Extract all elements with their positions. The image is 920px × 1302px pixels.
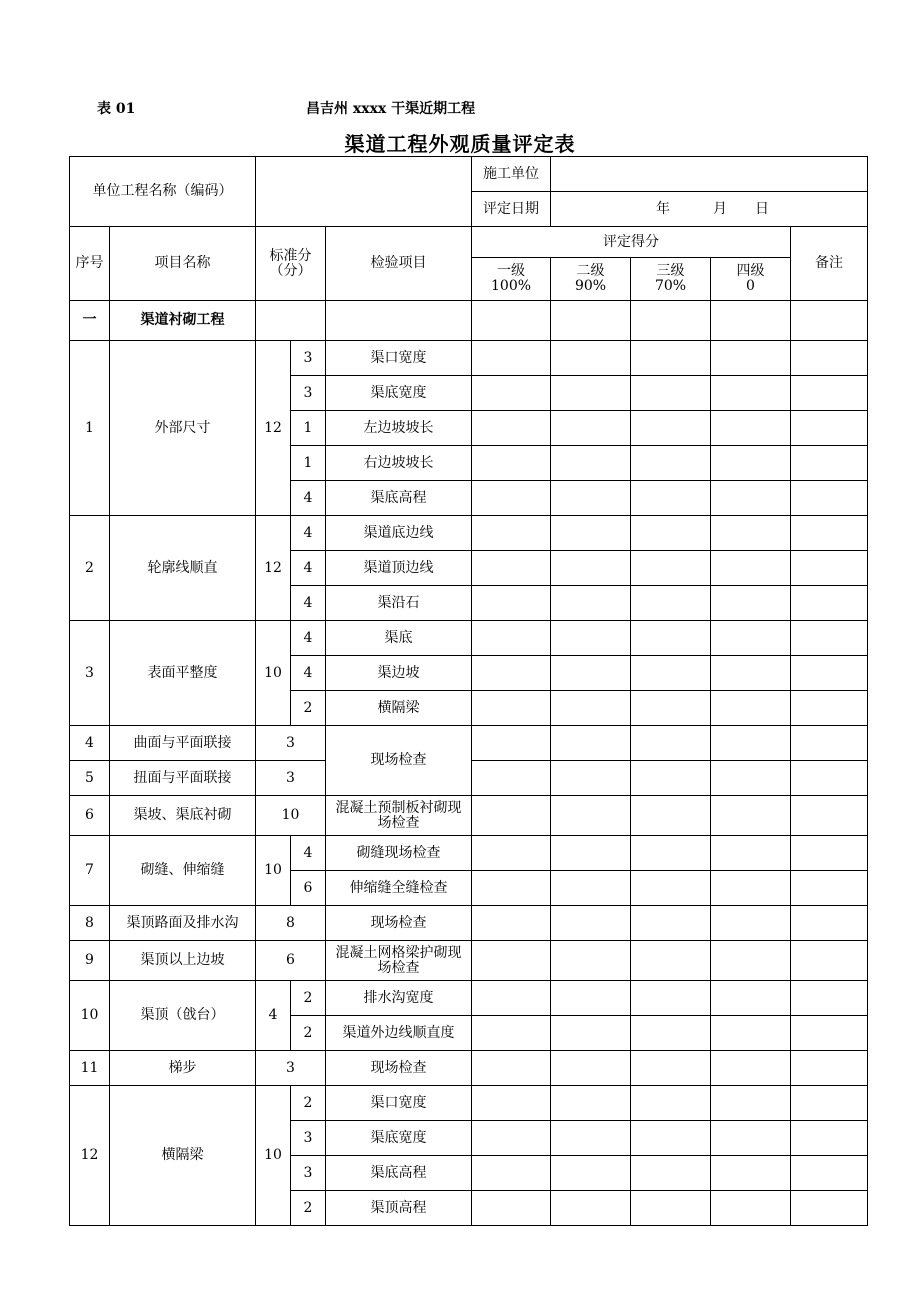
score-cell[interactable]	[472, 796, 551, 836]
score-cell[interactable]	[711, 551, 791, 586]
score-cell[interactable]	[791, 1121, 868, 1156]
sub-score: 2	[291, 691, 326, 726]
score-cell[interactable]	[551, 981, 631, 1016]
inspection-item: 渠底高程	[326, 1156, 472, 1191]
inspection-item: 渠顶高程	[326, 1191, 472, 1226]
score-cell[interactable]	[631, 1191, 711, 1226]
score-cell[interactable]	[631, 301, 711, 341]
col-grade-3: 三级 70%	[631, 258, 711, 301]
table-row	[70, 341, 868, 376]
score-cell[interactable]	[551, 586, 631, 621]
score-cell[interactable]	[551, 446, 631, 481]
inspection-item: 现场检查	[326, 1051, 472, 1086]
score-cell[interactable]	[631, 446, 711, 481]
item-score: 10	[256, 1086, 291, 1226]
item-name: 轮廓线顺直	[110, 516, 256, 621]
sub-score: 3	[291, 1121, 326, 1156]
inspection-item: 伸缩缝全缝检查	[326, 871, 472, 906]
item-score: 3	[256, 761, 326, 796]
sub-score: 4	[291, 481, 326, 516]
score-cell[interactable]	[551, 1156, 631, 1191]
sub-score: 2	[291, 1016, 326, 1051]
inspection-item: 混凝土预制板衬砌现场检查	[326, 796, 472, 836]
score-cell[interactable]	[711, 341, 791, 376]
section-name: 渠道衬砌工程	[110, 301, 256, 341]
score-cell[interactable]	[791, 656, 868, 691]
score-cell[interactable]	[472, 446, 551, 481]
score-cell[interactable]	[631, 376, 711, 411]
item-score: 10	[256, 796, 326, 836]
score-cell[interactable]	[791, 1086, 868, 1121]
score-cell[interactable]	[711, 1121, 791, 1156]
score-cell[interactable]	[631, 761, 711, 796]
score-cell[interactable]	[631, 691, 711, 726]
score-cell[interactable]	[711, 411, 791, 446]
score-cell[interactable]	[711, 376, 791, 411]
col-seq: 序号	[70, 227, 110, 301]
table-row	[70, 941, 868, 981]
table-row	[70, 1086, 868, 1121]
page-title: 渠道工程外观质量评定表	[344, 132, 576, 156]
item-seq: 2	[70, 516, 110, 621]
score-cell[interactable]	[472, 376, 551, 411]
score-cell[interactable]	[472, 1086, 551, 1121]
sub-score: 6	[291, 871, 326, 906]
score-cell[interactable]	[791, 906, 868, 941]
score-cell[interactable]	[791, 871, 868, 906]
score-cell[interactable]	[791, 1156, 868, 1191]
score-cell[interactable]	[711, 836, 791, 871]
item-seq: 7	[70, 836, 110, 906]
score-cell[interactable]	[631, 1121, 711, 1156]
item-name: 曲面与平面联接	[110, 726, 256, 761]
item-name: 砌缝、伸缩缝	[110, 836, 256, 906]
inspection-item: 排水沟宽度	[326, 981, 472, 1016]
score-cell[interactable]	[631, 726, 711, 761]
item-score: 12	[256, 516, 291, 621]
inspection-item: 渠底	[326, 621, 472, 656]
score-cell[interactable]	[551, 411, 631, 446]
item-score: 4	[256, 981, 291, 1051]
eval-date-value[interactable]	[551, 192, 868, 227]
score-cell[interactable]	[631, 836, 711, 871]
score-cell[interactable]	[472, 1016, 551, 1051]
sub-score: 4	[291, 551, 326, 586]
score-cell[interactable]	[711, 906, 791, 941]
inspection-item: 渠道顶边线	[326, 551, 472, 586]
score-cell[interactable]	[472, 551, 551, 586]
score-cell[interactable]	[551, 516, 631, 551]
score-cell[interactable]	[551, 656, 631, 691]
col-eval-score: 评定得分	[472, 227, 791, 258]
score-cell[interactable]	[791, 1016, 868, 1051]
score-cell[interactable]	[791, 621, 868, 656]
score-cell[interactable]	[711, 1156, 791, 1191]
score-cell[interactable]	[551, 1051, 631, 1086]
item-name: 渠顶（戗台）	[110, 981, 256, 1051]
sub-score: 1	[291, 446, 326, 481]
eval-date-label: 评定日期	[472, 192, 551, 227]
score-cell[interactable]	[551, 341, 631, 376]
score-cell[interactable]	[472, 726, 551, 761]
score-cell[interactable]	[631, 1016, 711, 1051]
col-inspection: 检验项目	[326, 227, 472, 301]
score-cell[interactable]	[472, 1191, 551, 1226]
item-score: 12	[256, 341, 291, 516]
item-score: 3	[256, 1051, 326, 1086]
table-row	[70, 1051, 868, 1086]
score-cell[interactable]	[711, 1051, 791, 1086]
table-row	[70, 906, 868, 941]
score-cell[interactable]	[631, 586, 711, 621]
score-cell[interactable]	[551, 1086, 631, 1121]
score-cell[interactable]	[791, 516, 868, 551]
score-cell[interactable]	[791, 1051, 868, 1086]
sub-score: 4	[291, 656, 326, 691]
score-cell[interactable]	[711, 981, 791, 1016]
inspection-item: 左边坡坡长	[326, 411, 472, 446]
item-name: 渠坡、渠底衬砌	[110, 796, 256, 836]
score-cell[interactable]	[326, 301, 472, 341]
score-cell[interactable]	[711, 796, 791, 836]
score-cell[interactable]	[631, 1086, 711, 1121]
inspection-item: 渠边坡	[326, 656, 472, 691]
score-cell[interactable]	[551, 1016, 631, 1051]
score-cell[interactable]	[711, 1191, 791, 1226]
construction-unit-value[interactable]	[551, 157, 868, 192]
score-cell[interactable]	[791, 341, 868, 376]
inspection-item: 现场检查	[326, 906, 472, 941]
inspection-item: 右边坡坡长	[326, 446, 472, 481]
score-cell[interactable]	[791, 411, 868, 446]
item-name: 扭面与平面联接	[110, 761, 256, 796]
score-cell[interactable]	[551, 906, 631, 941]
score-cell[interactable]	[631, 341, 711, 376]
score-cell[interactable]	[551, 691, 631, 726]
item-seq: 10	[70, 981, 110, 1051]
score-cell[interactable]	[551, 376, 631, 411]
score-cell[interactable]	[711, 691, 791, 726]
section-row	[70, 301, 868, 341]
score-cell[interactable]	[472, 836, 551, 871]
score-cell[interactable]	[631, 871, 711, 906]
item-name: 梯步	[110, 1051, 256, 1086]
col-grade-1: 一级 100%	[472, 258, 551, 301]
item-seq: 5	[70, 761, 110, 796]
score-cell[interactable]	[791, 761, 868, 796]
score-cell[interactable]	[711, 656, 791, 691]
project-name: 昌吉州 xxxx 干渠近期工程	[306, 101, 476, 117]
inspection-item: 混凝土网格梁护砌现场检查	[326, 941, 472, 981]
inspection-item: 渠口宽度	[326, 1086, 472, 1121]
table-row	[70, 836, 868, 871]
score-cell[interactable]	[472, 906, 551, 941]
score-cell[interactable]	[472, 586, 551, 621]
item-seq: 11	[70, 1051, 110, 1086]
score-cell[interactable]	[711, 941, 791, 981]
table-row	[70, 516, 868, 551]
score-cell[interactable]	[791, 981, 868, 1016]
sub-score: 4	[291, 586, 326, 621]
inspection-item: 砌缝现场检查	[326, 836, 472, 871]
score-cell[interactable]	[711, 586, 791, 621]
sub-score: 4	[291, 516, 326, 551]
score-cell[interactable]	[711, 621, 791, 656]
item-seq: 12	[70, 1086, 110, 1226]
score-cell[interactable]	[551, 481, 631, 516]
score-cell[interactable]	[551, 1191, 631, 1226]
score-cell[interactable]	[551, 551, 631, 586]
score-cell[interactable]	[631, 481, 711, 516]
construction-unit-label: 施工单位	[472, 157, 551, 192]
inspection-item: 渠底宽度	[326, 1121, 472, 1156]
sub-score: 2	[291, 981, 326, 1016]
score-cell[interactable]	[631, 1051, 711, 1086]
unit-name-label: 单位工程名称（编码）	[70, 157, 256, 227]
score-cell[interactable]	[472, 1051, 551, 1086]
item-score: 8	[256, 906, 326, 941]
date-year: 年	[656, 200, 671, 217]
item-score: 6	[256, 941, 326, 981]
score-cell[interactable]	[551, 836, 631, 871]
col-grade-2: 二级 90%	[551, 258, 631, 301]
item-seq: 4	[70, 726, 110, 761]
score-cell[interactable]	[472, 1121, 551, 1156]
score-cell[interactable]	[631, 621, 711, 656]
score-cell[interactable]	[711, 301, 791, 341]
score-cell[interactable]	[551, 761, 631, 796]
item-name: 外部尺寸	[110, 341, 256, 516]
col-item-name: 项目名称	[110, 227, 256, 301]
score-cell[interactable]	[472, 941, 551, 981]
score-cell[interactable]	[631, 551, 711, 586]
item-seq: 6	[70, 796, 110, 836]
inspection-item: 横隔梁	[326, 691, 472, 726]
score-cell[interactable]	[631, 981, 711, 1016]
score-cell[interactable]	[472, 341, 551, 376]
score-cell[interactable]	[711, 726, 791, 761]
section-seq: 一	[70, 301, 110, 341]
score-cell[interactable]	[791, 836, 868, 871]
score-cell[interactable]	[472, 481, 551, 516]
table-row	[70, 796, 868, 836]
table-row	[70, 726, 868, 761]
score-cell[interactable]	[711, 1016, 791, 1051]
item-name: 横隔梁	[110, 1086, 256, 1226]
sub-score: 2	[291, 1086, 326, 1121]
score-cell[interactable]	[256, 301, 326, 341]
score-cell[interactable]	[711, 516, 791, 551]
score-cell[interactable]	[472, 411, 551, 446]
score-cell[interactable]	[631, 1156, 711, 1191]
score-cell[interactable]	[711, 481, 791, 516]
inspection-item: 渠沿石	[326, 586, 472, 621]
date-day: 日	[755, 200, 770, 217]
table-number: 表 01	[97, 101, 136, 117]
score-cell[interactable]	[472, 761, 551, 796]
item-seq: 1	[70, 341, 110, 516]
date-month: 月	[713, 200, 728, 217]
sub-score: 4	[291, 836, 326, 871]
score-cell[interactable]	[472, 981, 551, 1016]
score-cell[interactable]	[791, 586, 868, 621]
score-cell[interactable]	[631, 796, 711, 836]
score-cell[interactable]	[631, 516, 711, 551]
inspection-item: 渠道底边线	[326, 516, 472, 551]
score-cell[interactable]	[791, 551, 868, 586]
quality-evaluation-table	[69, 156, 868, 1226]
score-cell[interactable]	[711, 446, 791, 481]
score-cell[interactable]	[791, 301, 868, 341]
item-score: 10	[256, 621, 291, 726]
score-cell[interactable]	[791, 941, 868, 981]
score-cell[interactable]	[711, 871, 791, 906]
score-cell[interactable]	[631, 941, 711, 981]
item-seq: 3	[70, 621, 110, 726]
unit-name-value[interactable]	[256, 157, 472, 227]
inspection-item: 渠道外边线顺直度	[326, 1016, 472, 1051]
score-cell[interactable]	[631, 906, 711, 941]
sub-score: 4	[291, 621, 326, 656]
score-cell[interactable]	[711, 761, 791, 796]
score-cell[interactable]	[791, 1191, 868, 1226]
score-cell[interactable]	[551, 726, 631, 761]
score-cell[interactable]	[711, 1086, 791, 1121]
inspection-item: 现场检查	[326, 726, 472, 796]
inspection-item: 渠口宽度	[326, 341, 472, 376]
inspection-item: 渠底高程	[326, 481, 472, 516]
score-cell[interactable]	[791, 796, 868, 836]
col-std-score: 标准分（分）	[256, 227, 326, 301]
score-cell[interactable]	[791, 446, 868, 481]
item-name: 渠顶路面及排水沟	[110, 906, 256, 941]
col-grade-4: 四级 0	[711, 258, 791, 301]
score-cell[interactable]	[472, 656, 551, 691]
score-cell[interactable]	[551, 1121, 631, 1156]
inspection-item: 渠底宽度	[326, 376, 472, 411]
item-score: 3	[256, 726, 326, 761]
score-cell[interactable]	[791, 726, 868, 761]
score-cell[interactable]	[631, 656, 711, 691]
score-cell[interactable]	[472, 1156, 551, 1191]
score-cell[interactable]	[472, 621, 551, 656]
score-cell[interactable]	[631, 411, 711, 446]
score-cell[interactable]	[551, 301, 631, 341]
score-cell[interactable]	[551, 871, 631, 906]
sub-score: 3	[291, 341, 326, 376]
item-seq: 8	[70, 906, 110, 941]
score-cell[interactable]	[551, 621, 631, 656]
score-cell[interactable]	[472, 871, 551, 906]
score-cell[interactable]	[551, 941, 631, 981]
sub-score: 2	[291, 1191, 326, 1226]
score-cell[interactable]	[551, 796, 631, 836]
col-remark: 备注	[791, 227, 868, 301]
table-row	[70, 621, 868, 656]
score-cell[interactable]	[791, 691, 868, 726]
sub-score: 3	[291, 376, 326, 411]
item-name: 表面平整度	[110, 621, 256, 726]
item-score: 10	[256, 836, 291, 906]
table-row	[70, 981, 868, 1016]
item-name: 渠顶以上边坡	[110, 941, 256, 981]
sub-score: 1	[291, 411, 326, 446]
score-cell[interactable]	[791, 376, 868, 411]
score-cell[interactable]	[791, 481, 868, 516]
sub-score: 3	[291, 1156, 326, 1191]
score-cell[interactable]	[472, 691, 551, 726]
score-cell[interactable]	[472, 301, 551, 341]
score-cell[interactable]	[472, 516, 551, 551]
item-seq: 9	[70, 941, 110, 981]
